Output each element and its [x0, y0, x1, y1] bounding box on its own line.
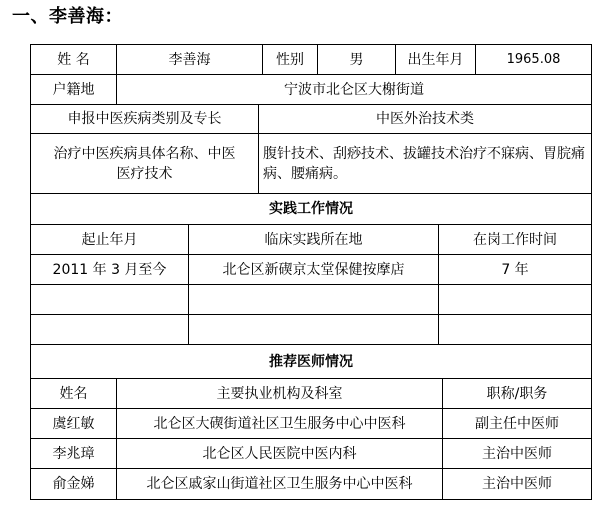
- practice-header-duration: 在岗工作时间: [439, 225, 591, 255]
- practice-row-location: 北仑区新碶京太堂保健按摩店: [189, 255, 439, 285]
- name-value: 李善海: [117, 45, 263, 75]
- recommender-title: 主治中医师: [443, 439, 591, 469]
- section-heading: 一、李善海：: [12, 6, 123, 27]
- practice-row-location: [189, 285, 439, 315]
- practice-row-duration: [439, 285, 591, 315]
- recommender-institution: 北仑区人民医院中医内科: [117, 439, 443, 469]
- application-table: [30, 44, 592, 500]
- practice-header-location: 临床实践所在地: [189, 225, 439, 255]
- household-value: 宁波市北仑区大榭街道: [117, 75, 591, 105]
- gender-value: 男: [318, 45, 396, 75]
- recommender-name: 俞金娣: [31, 469, 117, 499]
- recommender-title: 副主任中医师: [443, 409, 591, 439]
- practice-row-location: [189, 315, 439, 345]
- practice-row-period: 2011 年 3 月至今: [31, 255, 189, 285]
- birth-value: 1965.08: [476, 45, 591, 75]
- recommender-name: 李兆璋: [31, 439, 117, 469]
- practice-row-duration: 7 年: [439, 255, 591, 285]
- detail-label: 治疗中医疾病具体名称、中医医疗技术: [31, 134, 259, 194]
- practice-header-period: 起止年月: [31, 225, 189, 255]
- recommender-institution: 北仑区戚家山街道社区卫生服务中心中医科: [117, 469, 443, 499]
- practice-title: 实践工作情况: [31, 194, 591, 225]
- recommender-title: 主治中医师: [482, 476, 552, 492]
- practice-row-duration: [439, 315, 591, 345]
- detail-value: 腹针技术、刮痧技术、拔罐技术治疗不寐病、胃脘痛病、腰痛病。: [259, 134, 591, 194]
- category-label: 申报中医疾病类别及专长: [31, 105, 259, 134]
- practice-row-period: [31, 315, 189, 345]
- gender-label: 性别: [263, 45, 318, 75]
- name-label: 姓 名: [31, 45, 117, 75]
- recommender-name: 虞红敏: [31, 409, 117, 439]
- recommender-header-name: 姓名: [31, 379, 117, 409]
- recommender-institution: 北仑区大碶街道社区卫生服务中心中医科: [117, 409, 443, 439]
- recommender-header-title: 职称/职务: [443, 379, 591, 409]
- birth-label: 出生年月: [396, 45, 476, 75]
- recommender-header-institution: 主要执业机构及科室: [117, 379, 443, 409]
- practice-row-period: [31, 285, 189, 315]
- recommenders-title: 推荐医师情况: [31, 345, 591, 379]
- category-value: 中医外治技术类: [259, 105, 591, 134]
- household-label: 户籍地: [31, 75, 117, 105]
